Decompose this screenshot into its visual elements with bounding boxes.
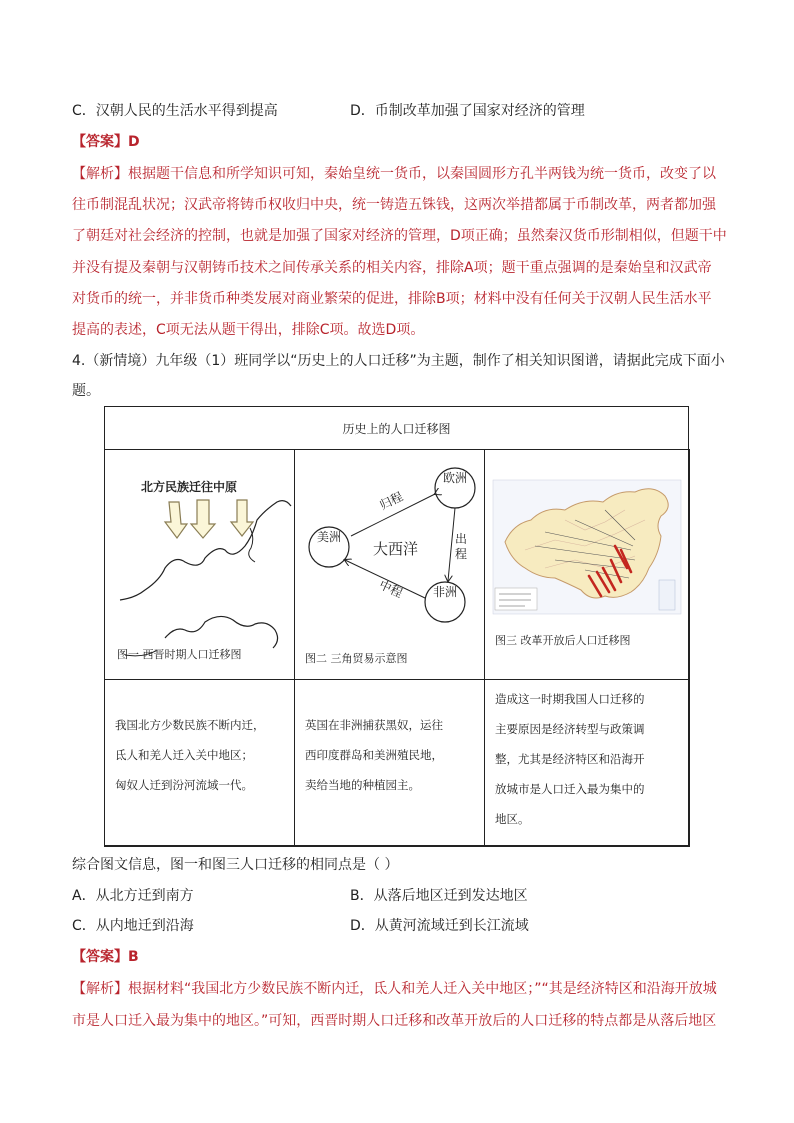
table-title-cell [104,406,689,450]
migration-arrow-1 [165,502,187,538]
label-middle-route: 中程 [376,577,405,601]
analysis-line: 【解析】根据题干信息和所学知识可知，秦始皇统一货币，以秦国圆形方孔半两钱为统一货币，改变了以 [72,166,716,182]
northern-migration-map [105,450,294,679]
migration-arrow-2 [191,500,215,538]
analysis-line: 了朝廷对社会经济的控制，也就是加强了国家对经济的管理，D项正确；虽然秦汉货币形制相似，但题干中 [72,228,727,244]
question-4-prompt: 综合图文信息，图一和图三人口迁移的相同点是（ ） [72,857,399,873]
label-return-route: 归程 [377,489,406,513]
map1-label: 北方民族迁往中原 [141,480,238,494]
label-america: 美洲 [317,530,342,544]
option-d-q3: D．币制改革加强了国家对经济的管理 [350,103,585,119]
text-2-line: 英国在非洲捕获黑奴，运往 [305,718,443,732]
option-c-q3: C．汉朝人民的生活水平得到提高 [72,103,278,119]
text-3-line: 主要原因是经济转型与政策调 [495,722,645,736]
text-cell-1 [104,679,295,847]
question-4-stem-cont: 题。 [72,383,100,399]
text-1-line: 氐人和羌人迁入关中地区； [115,748,253,762]
answer-q4: 【答案】B [72,949,139,965]
option-a: A．从北方迁到南方 [72,888,194,904]
text-2-line: 卖给当地的种植园主。 [305,778,420,792]
analysis-line: 【解析】根据材料“我国北方少数民族不断内迁，氐人和羌人迁入关中地区；”“其是经济特区和沿海开放城 [72,981,717,997]
answer-q3: 【答案】D [72,134,140,150]
knowledge-map-table [104,406,689,846]
question-4-stem: 4.（新情境）九年级（1）班同学以“历史上的人口迁移”为主题，制作了相关知识图谱，请据此完成下面小 [72,353,725,369]
edge-out [448,508,455,581]
figure-2-caption: 图二 三角贸易示意图 [305,652,408,665]
text-1-line: 匈奴人迁到汾河流域一代。 [115,778,253,792]
migration-arrow-3 [231,500,253,536]
analysis-line: 往币制混乱状况；汉武帝将铸币权收归中央，统一铸造五铢钱，这两次举措都属于币制改革，两者都加强 [72,197,716,213]
text-3-line: 整，尤其是经济特区和沿海开 [495,752,645,766]
text-cell-3 [484,679,690,847]
label-atlantic: 大西洋 [373,540,419,558]
label-europe: 欧洲 [443,471,468,485]
label-africa: 非洲 [433,585,458,599]
figure-1-caption: 图一 西晋时期人口迁移图 [117,648,242,661]
figure-3-cell [484,449,690,680]
analysis-line: 对货币的统一，并非货币种类发展对商业繁荣的促进，排除B项；材料中没有任何关于汉朝人民生活水平 [72,291,712,307]
figure-1-cell [104,449,295,680]
figure-3-caption: 图三 改革开放后人口迁移图 [495,634,631,647]
option-b: B．从落后地区迁到发达地区 [350,888,528,904]
analysis-line: 市是人口迁入最为集中的地区。”可知，西晋时期人口迁移和改革开放后的人口迁移的特点都是从落后地区 [72,1013,717,1029]
analysis-line: 并没有提及秦朝与汉朝铸币技术之间传承关系的相关内容，排除A项；题干重点强调的是秦始皇和汉武帝 [72,260,712,276]
text-2-line: 西印度群岛和美洲殖民地， [305,748,443,762]
analysis-line: 提高的表述，C项无法从题干得出，排除C项。故选D项。 [72,322,425,338]
table-title: 历史上的人口迁移图 [342,422,451,436]
text-3-line: 放城市是人口迁入最为集中的 [495,782,645,796]
text-3-line: 造成这一时期我国人口迁移的 [495,692,645,706]
label-out-route: 出程 [455,532,468,561]
text-cell-2 [294,679,485,847]
text-1-line: 我国北方少数民族不断内迁， [115,718,265,732]
text-3-line: 地区。 [495,812,530,826]
figure-2-cell [294,449,485,680]
option-c: C．从内地迁到沿海 [72,918,194,934]
option-d: D．从黄河流域迁到长江流域 [350,918,529,934]
